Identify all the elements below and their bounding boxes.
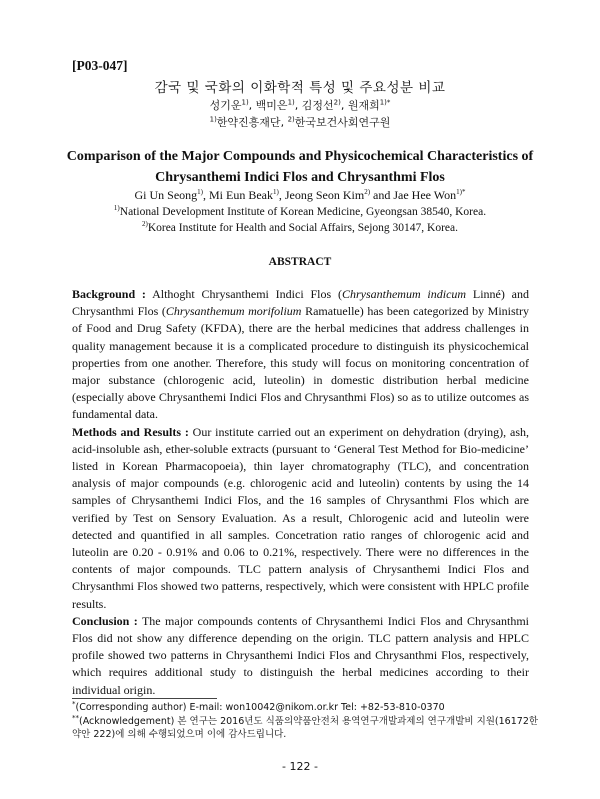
footnote-mark: **: [72, 713, 79, 722]
author-name: 김정선: [301, 99, 334, 112]
affiliation-sup: 2): [141, 220, 148, 229]
background-text: Althoght Chrysanthemi Indici Flos (: [145, 287, 342, 301]
author-sep: ,: [248, 99, 256, 112]
english-title-line1: Comparison of the Major Compounds and Physicochemical Characteristics of: [66, 149, 534, 164]
author-sup: 1)*: [379, 98, 391, 107]
author-sep: ,: [340, 99, 348, 112]
author-sup: 1): [197, 188, 203, 196]
author-name: 백미은: [255, 99, 288, 112]
affiliation-sep: ,: [280, 116, 288, 129]
korean-title: 감국 및 국화의 이화학적 특성 및 주요성분 비교: [154, 80, 446, 96]
footnote-mark: *: [72, 699, 76, 708]
footnote-corresponding: [72, 701, 542, 714]
affiliation-text: National Development Institute of Korean Medicine, Gyeongsan 38540, Korea.: [119, 206, 487, 218]
footnote-text: (Acknowledgement) 본 연구는 2016년도 식품의약품안전처 용역연구개발과제의 연구개발비 지원(16172한약안 222)에 의해 수행되었으며 이에 감사드립니다.: [72, 716, 539, 740]
author-name: Jae Hee Won: [393, 188, 457, 202]
author-sep: ,: [278, 188, 285, 202]
english-title: [40, 146, 560, 188]
author-name: 성기운: [209, 99, 242, 112]
paper-code: [P03-047]: [72, 58, 128, 73]
affiliation-name: 한약진흥재단: [216, 116, 281, 129]
affiliation-sup: 2): [287, 115, 295, 124]
methods-text: Our institute carried out an experiment on dehydration (drying), ash, acid-insoluble ash, ether-soluble extracts (pursuant to ‘General Test Method for Bio-medicine’ listed in Korean Pharmacopoeia), thin layer chromatography (TLC), and concentration analysis of major compounds (e.g. chlorogenic acid and luteolin) contents by using the 14 samples of Chrysanthemi Indici Flos, and the 16 samples of Chrysanthmi Flos which are verified by Test on Sensory Evaluation. As a result, Chlorogenic acid and luteolin were detected and quantified in all samples. Concetration ratio ranges of chlorogenic acid and luteolin are 0.20 - 0.91% and 0.06 to 0.21%, respectively. There were no differences in the contents of major compounds. TLC pattern analysis of Chrysanthemi Indici Flos and Chrysanthmi Flos showed two patterns, respectively, which were consistent with HPLC profile results.: [72, 424, 529, 611]
methods-paragraph: [72, 424, 529, 613]
footnote-divider: [72, 698, 217, 699]
author-sup: 2): [333, 98, 341, 107]
background-text: Ramatuelle) has been categorized by Ministry of Food and Drug Safety (KFDA), there are the herbal medicines that address challenges in quality management because it is a complicated procedure to distinguish its physicochemical properties from one another. Therefore, this study will focus on monitoring concentration of major substance (chlorogenic acid, luteolin) in domestic distribution herbal medicine (especially above Chrysanthemi Indici Flos and Chrysanthmi Flos) so as to utilize outcomes as fundamental data.: [72, 304, 530, 422]
author-sup: 1): [273, 188, 279, 196]
author-sup: 1): [287, 98, 295, 107]
author-sep: ,: [294, 99, 302, 112]
page-number: - 122 -: [282, 760, 318, 773]
korean-affiliations: [0, 114, 600, 130]
author-sep: and: [370, 188, 394, 202]
background-text: Linné) and Chrysanthmi Flos (: [72, 287, 529, 319]
author-name: Mi Eun Beak: [209, 188, 273, 202]
author-sup: 1)*: [456, 188, 466, 196]
abstract-heading: ABSTRACT: [268, 256, 332, 268]
author-sup: 1): [241, 98, 249, 107]
affiliation-text: Korea Institute for Health and Social Affairs, Sejong 30147, Korea.: [147, 222, 459, 234]
affiliation-sup: 1): [113, 204, 120, 213]
english-affiliation-2: [0, 222, 600, 234]
background-paragraph: [72, 286, 529, 424]
species-name: Chrysanthemum indicum: [341, 287, 467, 301]
author-name: 원재희: [347, 99, 380, 112]
methods-label: Methods and Results :: [72, 424, 189, 439]
author-sup: 2): [364, 188, 371, 196]
author-name: Jeong Seon Kim: [284, 188, 365, 202]
affiliation-name: 한국보건사회연구원: [294, 116, 391, 129]
english-title-line2: Chrysanthemi Indici Flos and Chrysanthmi Flos: [155, 170, 445, 185]
species-name: Chrysanthemum morifolium: [165, 304, 302, 319]
conclusion-label: Conclusion :: [72, 613, 138, 628]
background-label: Background :: [72, 287, 146, 301]
affiliation-sup: 1): [209, 115, 217, 124]
korean-authors: [0, 97, 600, 113]
conclusion-paragraph: [72, 613, 529, 699]
abstract-body: [72, 286, 529, 699]
english-authors: [0, 188, 600, 203]
conclusion-text: The major compounds contents of Chrysanthemi Indici Flos and Chrysanthmi Flos did not show any difference depending on the origin. TLC pattern analysis and HPLC profile showed two patterns in Chrysanthemi Indici Flos and Chrysanthmi Flos, respectively, which requires additional study to distinguish the herbal medicines according to their individual origin.: [72, 613, 529, 697]
author-sep: ,: [203, 188, 209, 202]
english-affiliation-1: [0, 206, 600, 218]
footnote-text: (Corresponding author) E-mail: won10042@nikom.or.kr Tel: +82-53-810-0370: [75, 702, 445, 713]
footnote-acknowledgement: [72, 715, 542, 741]
author-name: Gi Un Seong: [134, 188, 198, 202]
